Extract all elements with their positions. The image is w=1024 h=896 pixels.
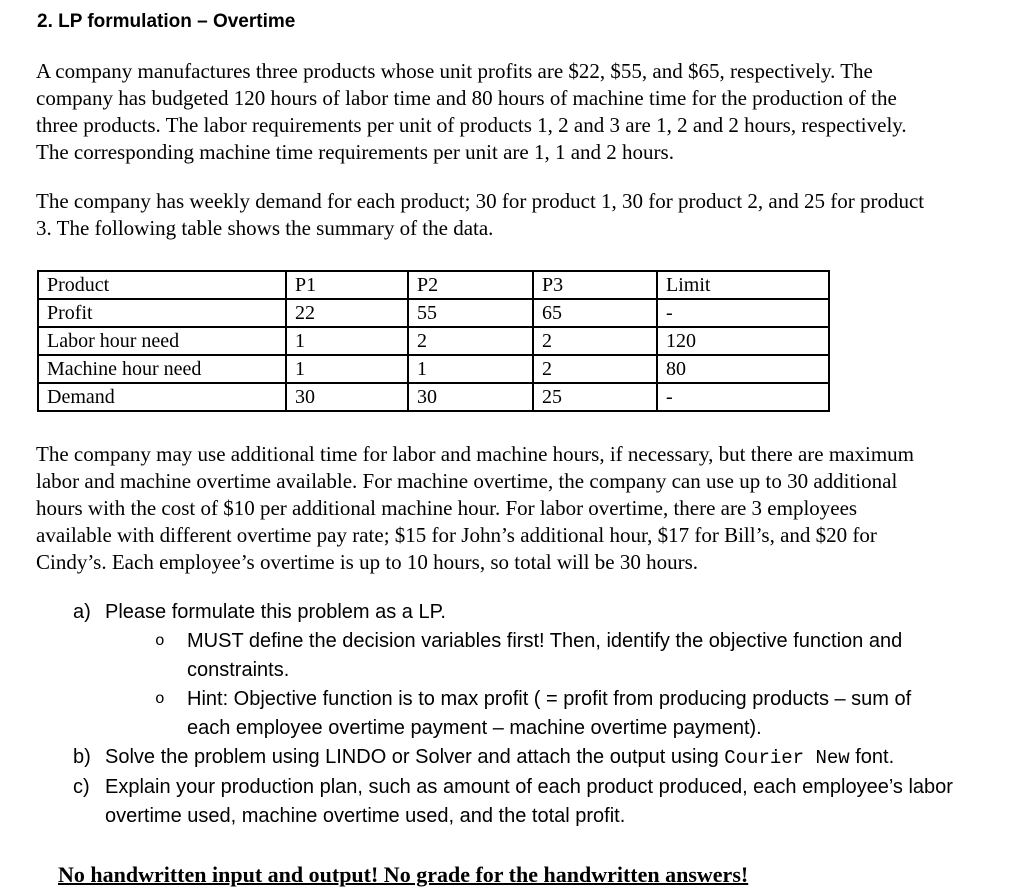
courier-new-sample-text: Courier New (724, 747, 850, 769)
subitem-line: Hint: Objective function is to max profit ( = profit from producing products – sum of (187, 688, 912, 710)
table-cell: 55 (408, 299, 533, 327)
task-list (73, 598, 953, 831)
table-cell: - (657, 383, 829, 411)
paragraph-line: labor and machine overtime available. For machine overtime, the company can use up to 30 additional (36, 469, 898, 493)
paragraph-line: A company manufactures three products whose unit profits are $22, $55, and $65, respectively. The (36, 59, 873, 83)
paragraph-line: The company has weekly demand for each product; 30 for product 1, 30 for product 2, and 25 for product (36, 189, 925, 213)
paragraph-line: Cindy’s. Each employee’s overtime is up to 10 hours, so total will be 30 hours. (36, 550, 699, 574)
table-cell: 25 (533, 383, 657, 411)
table-cell: 2 (533, 327, 657, 355)
task-a-text: Please formulate this problem as a LP. (105, 601, 446, 623)
task-c-text (105, 773, 953, 831)
summary-table (37, 270, 830, 412)
table-cell: Demand (38, 383, 286, 411)
list-marker-b: b) (73, 746, 91, 768)
table-cell: 2 (408, 327, 533, 355)
paragraph-overtime (36, 441, 914, 576)
table-header-cell: P3 (533, 271, 657, 299)
task-b-text (105, 743, 894, 773)
table-header-cell: Product (38, 271, 286, 299)
table-row-labor (38, 327, 829, 355)
paragraph-line: available with different overtime pay rate; $15 for John’s additional hour, $17 for Bill’s, and $20 for (36, 523, 877, 547)
task-a-subitem-2 (73, 685, 953, 743)
table-header-cell: Limit (657, 271, 829, 299)
table-cell: 80 (657, 355, 829, 383)
handwritten-warning: No handwritten input and output! No grade for the handwritten answers! (58, 862, 749, 887)
circle-bullet-icon: o (155, 632, 165, 650)
table-cell: 30 (286, 383, 408, 411)
table-cell: 2 (533, 355, 657, 383)
paragraph-line: three products. The labor requirements per unit of products 1, 2 and 3 are 1, 2 and 2 hours, respectively. (36, 113, 907, 137)
table-cell: Profit (38, 299, 286, 327)
table-cell: 22 (286, 299, 408, 327)
subitem-line: constraints. (187, 659, 290, 681)
table-cell: Labor hour need (38, 327, 286, 355)
table-row-profit (38, 299, 829, 327)
table-header-cell: P1 (286, 271, 408, 299)
task-b-text-after: font. (849, 746, 895, 768)
table-cell: 65 (533, 299, 657, 327)
task-b-text-before: Solve the problem using LINDO or Solver and attach the output using (105, 746, 725, 768)
table-cell: - (657, 299, 829, 327)
paragraph-intro (36, 58, 907, 166)
task-a-subitem-1 (73, 627, 953, 685)
table-cell: 1 (286, 327, 408, 355)
table-row-demand (38, 383, 829, 411)
paragraph-line: The corresponding machine time requirements per unit are 1, 1 and 2 hours. (36, 140, 674, 164)
table-cell: 30 (408, 383, 533, 411)
subitem-text (187, 685, 911, 743)
table-cell: 1 (286, 355, 408, 383)
task-item-b (73, 743, 953, 773)
table-cell: Machine hour need (38, 355, 286, 383)
subitem-line: each employee overtime payment – machine overtime payment). (187, 717, 762, 739)
table-cell: 120 (657, 327, 829, 355)
list-marker-a: a) (73, 601, 91, 623)
list-marker-c: c) (73, 776, 90, 798)
subitem-text (187, 627, 902, 685)
table-row-machine (38, 355, 829, 383)
circle-bullet-icon: o (155, 690, 165, 708)
paragraph-demand (36, 188, 924, 242)
task-c-line: Explain your production plan, such as amount of each product produced, each employee’s labor (105, 776, 953, 798)
paragraph-line: The company may use additional time for labor and machine hours, if necessary, but there are maximum (36, 442, 915, 466)
table-header-row (38, 271, 829, 299)
table-header-cell: P2 (408, 271, 533, 299)
document-title: 2. LP formulation – Overtime (37, 11, 296, 32)
task-item-a (73, 598, 953, 627)
task-c-line: overtime used, machine overtime used, and the total profit. (105, 805, 626, 827)
paragraph-line: hours with the cost of $10 per additional machine hour. For labor overtime, there are 3 employees (36, 496, 858, 520)
subitem-line: MUST define the decision variables first! Then, identify the objective function and (187, 630, 903, 652)
paragraph-line: 3. The following table shows the summary of the data. (36, 216, 494, 240)
paragraph-line: company has budgeted 120 hours of labor time and 80 hours of machine time for the production of the (36, 86, 897, 110)
task-item-c (73, 773, 953, 831)
table-cell: 1 (408, 355, 533, 383)
